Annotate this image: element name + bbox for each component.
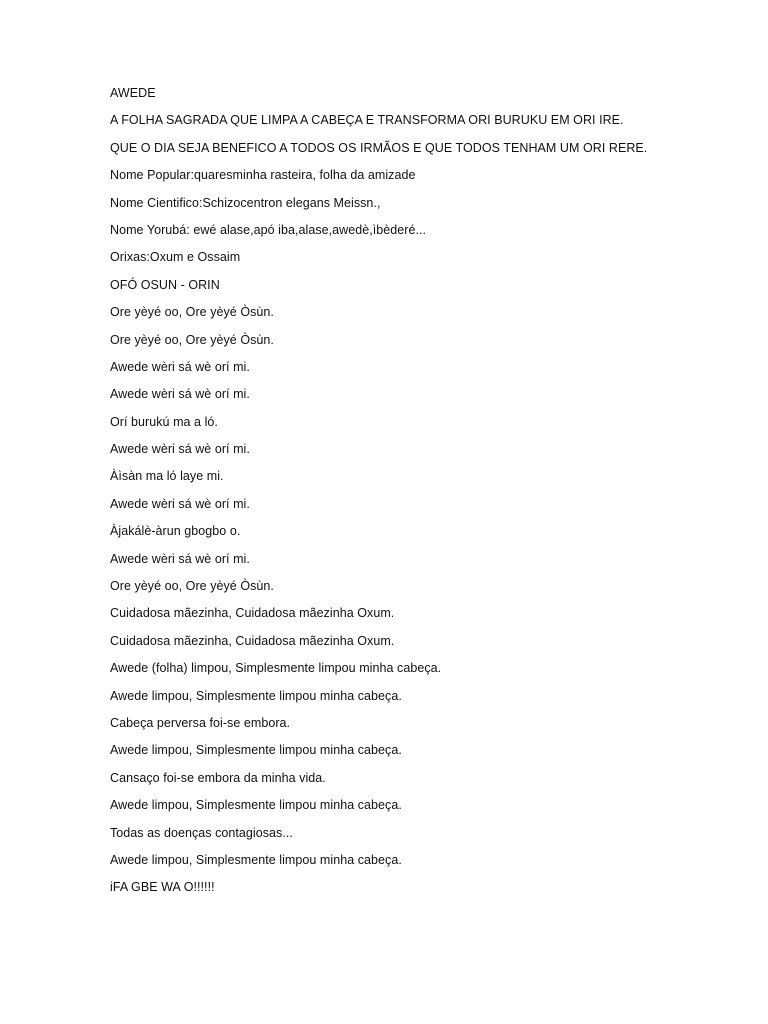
translation-line: Awede limpou, Simplesmente limpou minha cabeça. [110,852,402,867]
subtitle-line: A FOLHA SAGRADA QUE LIMPA A CABEÇA E TRANSFORMA ORI BURUKU EM ORI IRE. [110,113,624,128]
song-line: Orí burukú ma a ló. [110,414,218,429]
orixas-line: Orixas:Oxum e Ossaim [110,250,241,265]
song-line: Awede wèri sá wè orí mi. [110,496,250,511]
song-line: Àìsàn ma ló laye mi. [110,469,224,484]
translation-line: Awede limpou, Simplesmente limpou minha cabeça. [110,798,402,813]
song-line: Awede wèri sá wè orí mi. [110,359,250,374]
section-heading: OFÓ OSUN - ORIN [110,277,220,292]
translation-line: Cabeça perversa foi-se embora. [110,715,291,730]
popular-name-line: Nome Popular:quaresminha rasteira, folha da amizade [110,168,416,183]
song-line: Awede wèri sá wè orí mi. [110,442,250,457]
translation-line: Cuidadosa mãezinha, Cuidadosa mãezinha Oxum. [110,606,395,621]
song-line: Awede wèri sá wè orí mi. [110,551,250,566]
closing-line: iFA GBE WA O!!!!!! [110,880,215,895]
song-line: Ore yèyé oo, Ore yèyé Òsùn. [110,579,274,594]
document-body [110,83,730,905]
song-line: Ore yèyé oo, Ore yèyé Òsùn. [110,305,274,320]
song-line: Àjakálè-àrun gbogbo o. [110,524,241,539]
scientific-name-line: Nome Cientifico:Schizocentron elegans Meissn., [110,195,381,210]
translation-line: Awede limpou, Simplesmente limpou minha cabeça. [110,743,402,758]
blessing-line: QUE O DIA SEJA BENEFICO A TODOS OS IRMÃOS E QUE TODOS TENHAM UM ORI RERE. [110,140,648,155]
song-line: Ore yèyé oo, Ore yèyé Òsùn. [110,332,274,347]
translation-line: Awede (folha) limpou, Simplesmente limpou minha cabeça. [110,661,442,676]
yoruba-name-line: Nome Yorubá: ewé alase,apó iba,alase,awedè,ìbèderé... [110,222,427,237]
translation-line: Cansaço foi-se embora da minha vida. [110,770,326,785]
translation-line: Todas as doenças contagiosas... [110,825,293,840]
translation-line: Cuidadosa mãezinha, Cuidadosa mãezinha Oxum. [110,633,395,648]
translation-line: Awede limpou, Simplesmente limpou minha cabeça. [110,688,402,703]
document-title: AWEDE [110,86,156,100]
song-line: Awede wèri sá wè orí mi. [110,387,250,402]
